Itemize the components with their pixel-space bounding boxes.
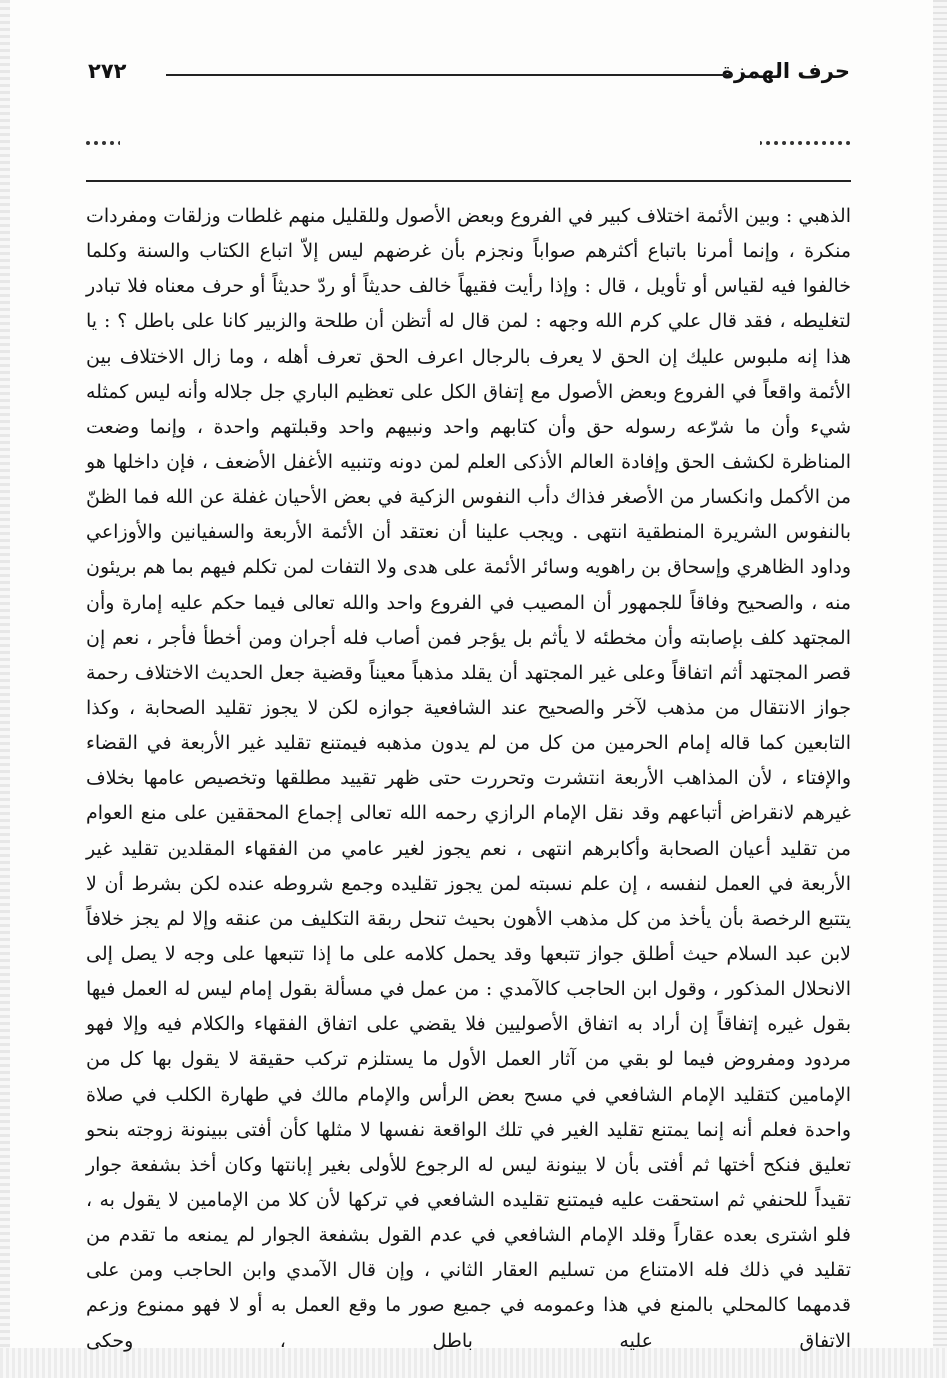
dotted-separator-gap [120,136,760,148]
body-paragraph: الذهبي : وبين الأئمة اختلاف كبير في الفروع وبعض الأصول وللقليل منهم غلطات وزلقات ومفردات منكرة ، وإنما أمرنا باتباع أكثرهم صواباً ونجزم بأن غرضهم ليس إلاّ اتباع الكتاب والسنة وكلما خالفوا فيه لقياس أو تأويل ، قال : وإذا رأيت فقيهاً خالف حديثاً أو ردّ حديثاً أو حرف معناه فلا تبادر لتغليطه ، فقد قال علي كرم الله وجهه : لمن قال له أتظن أن طلحة والزبير كانا على باطل ؟ : يا هذا إنه ملبوس عليك إن الحق لا يعرف بالرجال اعرف الحق تعرف أهله ، وما زال الاختلاف بين الأئمة واقعاً في الفروع وبعض الأصول مع إتفاق الكل على تعظيم الباري جل جلاله وأنه ليس كمثله شيء وأن ما شرّعه رسوله حق وأن كتابهم واحد ونبيهم واحد وقبلتهم واحدة ، وإنما وضعت المناظرة لكشف الحق وإفادة العالم الأذكى العلم لمن دونه وتنبيه الأغفل الأضعف ، فإن داخلها هو من الأكمل وانكسار من الأصغر فذاك دأب النفوس الزكية في بعض الأحيان غفلة عن الله فما الظنّ بالنفوس الشريرة المنطقية انتهى . ويجب علينا أن نعتقد أن الأئمة الأربعة والسفيانين والأوزاعي وداود الظاهري وإسحاق بن راهويه وسائر الأئمة على هدى ولا التفات لمن تكلم فيهم بما هم بريئون منه ، والصحيح وفاقاً للجمهور أن المصيب في الفروع واحد والله تعالى فيما حكم عليه إمارة وأن المجتهد كلف بإصابته وأن مخطئه لا يأثم بل يؤجر فمن أصاب فله أجران ومن أخطأ فأجر ، نعم إن قصر المجتهد أثم اتفاقاً وعلى غير المجتهد أن يقلد مذهباً معيناً وقضية جعل الحديث الاختلاف رحمة جواز الانتقال من مذهب لآخر والصحيح عند الشافعية جوازه لكن لا يجوز تقليد الصحابة ، وكذا التابعين كما قاله إمام الحرمين من كل من لم يدون مذهبه فيمتنع تقليد غير الأربعة في القضاء والإفتاء ، لأن المذاهب الأربعة انتشرت وتحررت حتى ظهر تقييد مطلقها وتخصيص عامها بخلاف غيرهم لانقراض أتباعهم وقد نقل الإمام الرازي رحمه الله تعالى إجماع المحققين على منع العوام من تقليد أعيان الصحابة وأكابرهم انتهى ، نعم يجوز لغير عامي من الفقهاء المقلدين تقليد غير الأربعة في العمل لنفسه ، إن علم نسبته لمن يجوز تقليده وجمع شروطه عنده لكن بشرط أن لا يتتبع الرخصة بأن يأخذ من كل مذهب الأهون بحيث تنحل ربقة التكليف من عنقه وإلا لم يجز خلافاً لابن عبد السلام حيث أطلق جواز تتبعها وقد يحمل كلامه على ما إذا تتبعها على وجه لا يصل إلى الانحلال المذكور ، وقول ابن الحاجب كالآمدي : من عمل في مسألة بقول إمام ليس له العمل فيها بقول غيره إتفاقاً إن أراد به اتفاق الأصوليين فلا يقضي على اتفاق الفقهاء والكلام فيه وإلا فهو مردود ومفروض فيما لو بقي من آثار العمل الأول ما يستلزم تركب حقيقة لا يقول بها كل من الإمامين كتقليد الإمام الشافعي في مسح بعض الرأس والإمام مالك في طهارة الكلب في صلاة واحدة فعلم أنه إنما يمتنع تقليد الغير في تلك الواقعة نفسها لا مثلها كأن أفتى ببينونة زوجته بنحو تعليق فنكح أختها ثم أفتى بأن لا بينونة ليس له الرجوع للأولى بغير إبانتها وكان أخذ بشفعة جوار تقيداً للحنفي ثم استحقت عليه فيمتنع تقليده الشافعي في تركها لأن كلا من الإمامين لا يقول به ، فلو اشترى بعده عقاراً وقلد الإمام الشافعي في عدم القول بشفعة الجوار لم يمنعه ما تقدم من تقليد في ذلك فله الامتناع من تسليم العقار الثاني ، وإن قال الآمدي وابن الحاجب ومن على قدمهما كالمحلي بالمنع في هذا وعمومه في جميع صور ما وقع العمل به أو لا فهو ممنوع وزعم الاتفاق عليه باطل ، وحكى [86,205,852,1352]
scan-edge-right [933,0,947,1378]
running-title: حرف الهمزة [721,59,850,83]
page-number: ٢٧٢ [88,59,127,83]
main-text-block [86,199,851,1359]
page-header [88,55,850,95]
text-top-rule [86,180,851,182]
header-rule [166,74,732,76]
scan-edge-left [0,0,10,1378]
